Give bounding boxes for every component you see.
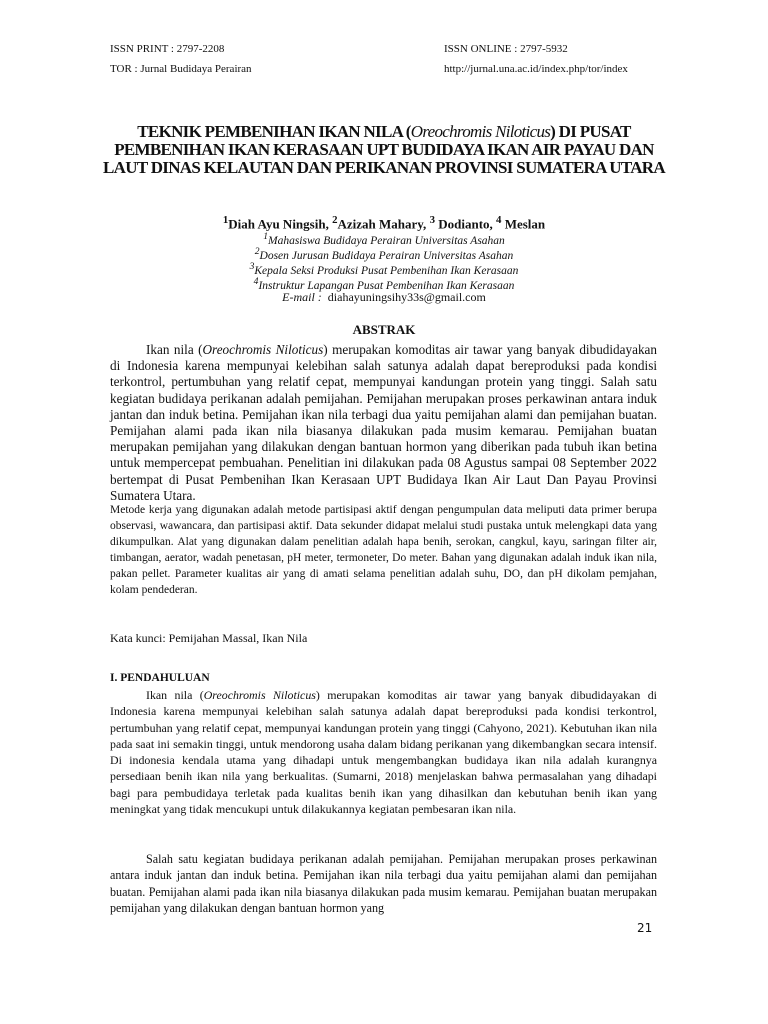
author-3: Dodianto, <box>434 216 497 232</box>
author-2-sup: 2 <box>332 214 338 226</box>
title-part-1: TEKNIK PEMBENIHAN IKAN NILA ( <box>137 122 411 141</box>
intro-p1-rest: ) merupakan komoditas air tawar yang banyak dibudidayakan di Indonesia karena mempunyai kelebihan salah satunya adalah dapat bereproduksi pada kondisi terkontrol, pertumbuhan yang relatif cepat, mempunyai kandungan protein yang tinggi (Cahyono, 2021). Kebutuhan ikan nila pada saat ini semakin tinggi, untuk mendorong usaha dalam bidang perikanan yang dikembangkan secara intensif. Di indonesia kendala utama yang dihadapi untuk mengembangkan budidaya ikan nila adalah kurangnya persediaan benih ikan nila yang berkualitas. (Sumarni, 2018) menjelaskan bahwa permasalahan yang dihadapi bagi para pembudidaya terletak pada kualitas benih ikan yang dihasilkan dan kebutuhan benih ikan yang meningkat yang tidak mencukupi untuk dilakukannya kegiatan pembesaran ikan nila. <box>110 688 657 817</box>
journal-name: TOR : Jurnal Budidaya Perairan <box>110 63 252 75</box>
author-1: Diah Ayu Ningsih, <box>228 216 333 232</box>
author-2: Azizah Mahary, <box>337 216 430 232</box>
intro-paragraph-1 <box>110 687 657 817</box>
affiliation-3-sup: 3 <box>249 261 255 272</box>
title-species: Oreochromis Niloticus <box>410 122 551 141</box>
keywords: Kata kunci: Pemijahan Massal, Ikan Nila <box>110 631 308 645</box>
section-heading-introduction: I. PENDAHULUAN <box>110 672 210 684</box>
abstract-paragraph-1 <box>110 342 657 504</box>
intro-species: Oreochromis Niloticus <box>203 688 316 702</box>
author-1-sup: 1 <box>222 214 229 226</box>
paper-title <box>100 123 668 177</box>
affiliation-3-text: Kepala Seksi Produksi Pusat Pembenihan Ikan Kerasaan <box>254 264 519 277</box>
intro-p1-start: Ikan nila ( <box>146 688 204 702</box>
title-part-2: ) DI PUSAT PEMBENIHAN IKAN KERASAAN UPT BUDIDAYA IKAN AIR PAYAU DAN LAUT DINAS KELAUTAN DAN PERIKANAN PROVINSI SUMATERA UTARA <box>103 122 665 177</box>
abstract-paragraph-2: Metode kerja yang digunakan adalah metode partisipasi aktif dengan pengumpulan data meliputi data primer berupa observasi, wawancara, dan partisipasi aktif. Data sekunder didapat melalui studi pustaka untuk melengkapi data yang dikumpulkan. Alat yang digunakan dalam penelitian adalah hapa benih, serokan, cangkul, kayu, saringan filter air, timbangan, aerator, wadah penetasan, pH meter, termoneter, Do meter. Bahan yang digunakan adalah induk ikan nila, pakan pellet. Parameter kualitas air yang di amati selama penelitian adalah suhu, DO, dan pH dikolam pemjahan, kolam pendederan. <box>110 504 657 597</box>
page-number: 21 <box>637 921 653 935</box>
affiliation-1-sup: 1 <box>263 231 268 242</box>
abstract-heading: ABSTRAK <box>352 322 416 337</box>
email-line <box>100 290 668 304</box>
email-address[interactable]: diahayuningsihy33s@gmail.com <box>327 290 486 304</box>
abstract-p1-start: Ikan nila ( <box>146 342 203 357</box>
affiliation-2-sup: 2 <box>254 246 260 257</box>
author-4: Meslan <box>501 216 546 232</box>
affiliation-4-text: Instruktur Lapangan Pusat Pembenihan Ikan Kerasaan <box>258 279 515 292</box>
issn-print: ISSN PRINT : 2797-2208 <box>110 43 225 55</box>
author-3-sup: 3 <box>429 214 435 226</box>
affiliation-1-text: Mahasiswa Budidaya Perairan Universitas Asahan <box>267 234 505 247</box>
journal-url[interactable]: http://jurnal.una.ac.id/index.php/tor/index <box>444 63 628 75</box>
intro-paragraph-2 <box>110 851 657 916</box>
abstract-p1-rest: ) merupakan komoditas air tawar yang banyak dibudidayakan di Indonesia karena mempunyai kelebihan salah satunya adalah dapat bereproduksi pada kondisi terkontrol, pertumbuhan yang relatif cepat, mempunyai kandungan protein yang tinggi. Salah satu kegiatan budidaya perikanan adalah pemijahan. Pemijahan merupakan proses perkawinan antara induk jantan dan induk betina. Pemijahan ikan nila terbagi dua yaitu pemijahan alami dan pemijahan buatan. Pemijahan alami pada ikan nila biasanya dilakukan pada musim kemarau. Pemijahan buatan merupakan pemijahan yang dilakukan dengan bantuan hormon yang diberikan pada tubuh ikan betina untuk mempercepat pembuahan. Penelitian ini dilakukan pada 08 Agustus sampai 08 September 2022 bertempat di Pusat Pembenihan Ikan Kerasaan UPT Budidaya Ikan Air Laut Dan Payau Provinsi Sumatera Utara. <box>110 342 657 503</box>
email-label: E-mail : <box>282 290 322 304</box>
intro-p2-text: Salah satu kegiatan budidaya perikanan adalah pemijahan. Pemijahan merupakan proses perkawinan antara induk jantan dan induk betina. Pemijahan ikan nila terbagi dua yaitu pemijahan alami dan pemijahan buatan. Pemijahan alami pada ikan nila biasanya dilakukan pada musim kemarau. Pemijahan buatan merupakan pemijahan yang dilakukan dengan bantuan hormon yang <box>110 852 657 915</box>
affiliation-4-sup: 4 <box>253 276 259 287</box>
issn-online: ISSN ONLINE : 2797-5932 <box>444 43 568 55</box>
abstract-species: Oreochromis Niloticus <box>202 342 324 357</box>
author-4-sup: 4 <box>496 214 502 226</box>
affiliation-2-text: Dosen Jurusan Budidaya Perairan Universitas Asahan <box>259 249 514 262</box>
